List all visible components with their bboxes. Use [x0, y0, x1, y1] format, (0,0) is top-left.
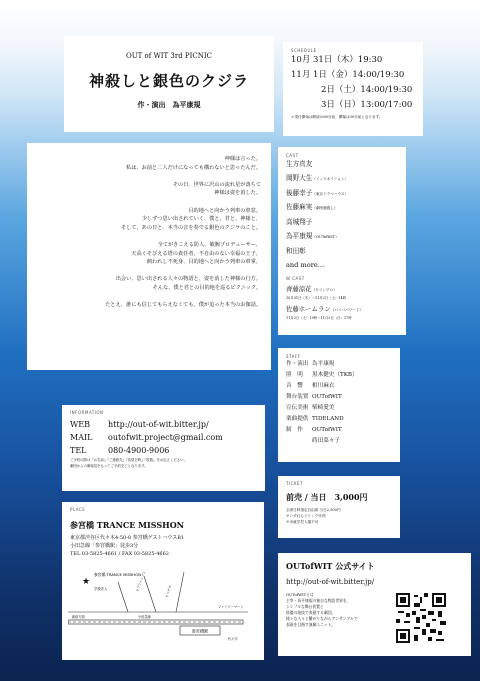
- staff-role: 作・演出: [286, 361, 309, 367]
- staff-name: OUTofWIT: [312, 427, 342, 433]
- map-road-label: 小田急線: [138, 615, 151, 619]
- ticket-note: 全席日時指定自由席 当日2,500円: [286, 508, 341, 512]
- story-line: 飼われし不死身、目的地へと向かう列車の車掌、: [146, 259, 261, 266]
- staff-name: 為平康規: [312, 361, 335, 367]
- cast-affiliation: （キリンプロ）: [311, 288, 337, 293]
- ticket-label: TICKET: [286, 481, 304, 486]
- staff-row: [286, 392, 400, 403]
- story-line: 少しずつ思い出されていく、僕と、君と、神様と、: [141, 216, 261, 223]
- cast-member: [286, 201, 406, 216]
- venue-access: 小田急線「参宮橋駅」徒歩3分: [70, 543, 139, 549]
- cast-member: [286, 245, 406, 259]
- cast-label: CAST: [286, 153, 299, 158]
- staff-row: [286, 425, 400, 436]
- tel-key: TEL: [70, 446, 87, 455]
- cast-name: 後藤幸子: [286, 188, 313, 197]
- place-label: PLACE: [70, 507, 86, 512]
- map-family-label: ファミリーマート: [218, 605, 244, 609]
- cast-affiliation: （パパパパワード）: [330, 308, 364, 313]
- map-yamazaki-label: ヤマザキ: [165, 584, 173, 599]
- map-west-label: 新宿方面: [72, 615, 85, 619]
- information-card: [62, 405, 265, 491]
- staff-row: [286, 370, 400, 381]
- staff-role: 宣伝美術: [286, 405, 309, 411]
- site-description-line: 表現を目指す演劇ユニット。: [286, 622, 335, 627]
- cast-name: 為平康規: [286, 231, 313, 240]
- cast-affiliation: （イッツネイション）: [312, 176, 349, 181]
- staff-name: 柴崎愛美: [312, 405, 335, 411]
- site-card: [278, 553, 471, 656]
- series-title: OUT of WIT 3rd PICNIC: [126, 52, 212, 60]
- site-description-line: 主宰・為平康規の独自な物語世界を、: [286, 598, 351, 603]
- staff-row: [286, 414, 400, 425]
- station-label: 参宮橋駅: [191, 628, 209, 634]
- cast-affiliation: （劇団鹿殺し）: [312, 206, 338, 211]
- qr-code-icon[interactable]: [396, 593, 446, 643]
- staff-row: [286, 359, 400, 370]
- web-key: WEB: [70, 420, 90, 429]
- staff-name: OUTofWIT: [312, 394, 342, 400]
- staff-row: [286, 436, 400, 447]
- cast-name: 佐藤麻実: [286, 203, 313, 212]
- w-cast-dates: 11月2日（土）19時〜11月3日（日）17時: [286, 316, 352, 321]
- cast-card: [278, 147, 406, 335]
- playwright-credit: 作・演出 為平康規: [137, 100, 201, 109]
- story-line: そして、あの日と、本当の音を奏でる銀色のクジラのこと。: [121, 224, 261, 231]
- site-description-line: 様々な人々と繋がりながらアンサンブルで: [286, 616, 358, 621]
- staff-row: [286, 381, 400, 392]
- venue-star-icon: ★: [82, 577, 91, 587]
- cast-name: 佐藤ホームラン: [286, 305, 331, 314]
- story-line: 全てがきこえる防人、敏腕プロデューサー、: [157, 241, 261, 248]
- site-title: OUTofWIT 公式サイト: [286, 561, 375, 571]
- schedule-row: 3日（日）13:00/17:00: [321, 100, 413, 110]
- story-line: 私は、お前と二人だけになっても構わないと思ったんだ。: [126, 164, 261, 171]
- place-card: [62, 502, 264, 660]
- staff-role: 舞台装置: [286, 394, 309, 400]
- story-line: そんな、僕と君との目的地を巡るピクニック。: [152, 284, 261, 291]
- schedule-card: [283, 42, 423, 136]
- staff-row: [286, 403, 400, 414]
- information-note: ご予約の際は『お名前』『ご連絡先』『希望日時』『枚数』をお伝えください。: [70, 458, 187, 462]
- staff-name: TIDELAND: [312, 416, 344, 422]
- information-note: 劇団からの御返信をもってご予約完了となります。: [70, 464, 148, 468]
- site-url-link[interactable]: http://out-of-wit.bitter.jp/: [286, 578, 375, 586]
- story-line: 天高くそびえる塔の責任者、不自由のない幸福の王子、: [131, 250, 261, 257]
- staff-name: 黒木健史（TKB）: [312, 372, 358, 378]
- staff-role: 照 明: [286, 372, 303, 378]
- cast-name: 和田彰: [286, 246, 306, 255]
- story-line: 神様は言った。: [224, 156, 261, 162]
- cast-name: 岡野大生: [286, 173, 313, 182]
- cast-name: 生方真友: [286, 160, 313, 168]
- schedule-row: 2日（土）14:00/19:30: [321, 85, 413, 95]
- map-kindergarten-label: 学校法人: [94, 587, 108, 591]
- staff-name: 相川麻衣: [312, 383, 335, 389]
- story-line: 神様は姿を消した。: [214, 190, 261, 197]
- cast-affiliation: （東京ドラマハウス）: [312, 191, 349, 196]
- staff-name: 蒔田菜々子: [312, 438, 340, 444]
- w-cast-dates: 10月31日（木）〜11月2日（土）14時: [286, 296, 347, 301]
- story-card: [27, 143, 271, 370]
- ticket-note: ※未就学児入場不可: [286, 520, 319, 524]
- staff-label: STAFF: [286, 354, 301, 359]
- schedule-row: 11月 1日（金）14:00/19:30: [291, 70, 405, 80]
- story-line: その日、世界に沢山の流れ星が落ちて: [172, 181, 261, 188]
- site-description-line: 俳優の演技で表現する劇団。: [286, 610, 336, 615]
- story-line: たとえ、誰にも信じてもらえなくても、僕が追った本当のお伽話。: [105, 302, 261, 309]
- site-description-line: OUTofWITとは: [286, 592, 314, 597]
- mail-link[interactable]: outofwit.project@gmail.com: [108, 433, 223, 442]
- web-link[interactable]: http://out-of-wit.bitter.jp/: [108, 420, 209, 429]
- schedule-note: ＊受付開始は開演の60分前、開場は30分前となります。: [291, 115, 383, 119]
- ticket-card: [278, 476, 400, 538]
- site-description-line: シンプルな舞台装置と: [286, 604, 324, 609]
- staff-role: 楽曲提供: [286, 416, 309, 422]
- title-card: [64, 36, 274, 132]
- staff-card: [278, 348, 400, 462]
- w-cast-label: W CAST: [286, 276, 305, 282]
- play-title: 神殺しと銀色のクジラ: [88, 72, 249, 90]
- cast-name: 高城翔子: [286, 218, 313, 227]
- cast-member: [286, 172, 406, 187]
- venue-address: 東京都渋谷区代々木4-50-8 参宮橋ゲストハウスB1: [70, 535, 185, 541]
- staff-role: 制 作: [286, 427, 303, 433]
- venue-map: [68, 562, 258, 656]
- map-east-label: 代々木: [228, 637, 238, 641]
- story-line: 目的地へと向かう列車の車窓。: [188, 207, 261, 214]
- w-cast-member: [286, 303, 406, 316]
- ticket-note: ※いずれもドリンク代別: [286, 514, 326, 518]
- cast-affiliation: （OUTofWIT）: [312, 234, 339, 239]
- venue-tel: TEL 03-5825-4661 / FAX 03-5825-4662: [70, 551, 169, 557]
- cast-member: [286, 230, 406, 245]
- staff-role: 音 響: [286, 383, 303, 389]
- cast-name: and more…: [286, 260, 325, 269]
- schedule-label: SCHEDULE: [291, 48, 317, 53]
- venue-name: 参宮橋 TRANCE MISSHON: [70, 520, 184, 530]
- map-venue-label: 参宮橋 TRANCE MISSHON: [94, 572, 141, 577]
- cast-member: [286, 158, 406, 172]
- map-seven-label: セブンイレブン: [135, 570, 147, 593]
- mail-key: MAIL: [70, 433, 93, 442]
- story-line: 出会い、思い出される人々の物語と、姿を消した神様の行方。: [115, 276, 261, 283]
- information-label: INFORMATION: [70, 410, 104, 415]
- schedule-row: 10月 31日（木）19:30: [291, 55, 383, 65]
- cast-member: [286, 216, 406, 230]
- cast-name: 齊藤涼花: [286, 285, 312, 294]
- ticket-price: 前売 / 当日 3,000円: [286, 492, 368, 502]
- cast-member: [286, 259, 406, 273]
- w-cast-member: [286, 283, 406, 296]
- tel-number: 080-4900-9006: [108, 446, 170, 455]
- cast-member: [286, 187, 406, 202]
